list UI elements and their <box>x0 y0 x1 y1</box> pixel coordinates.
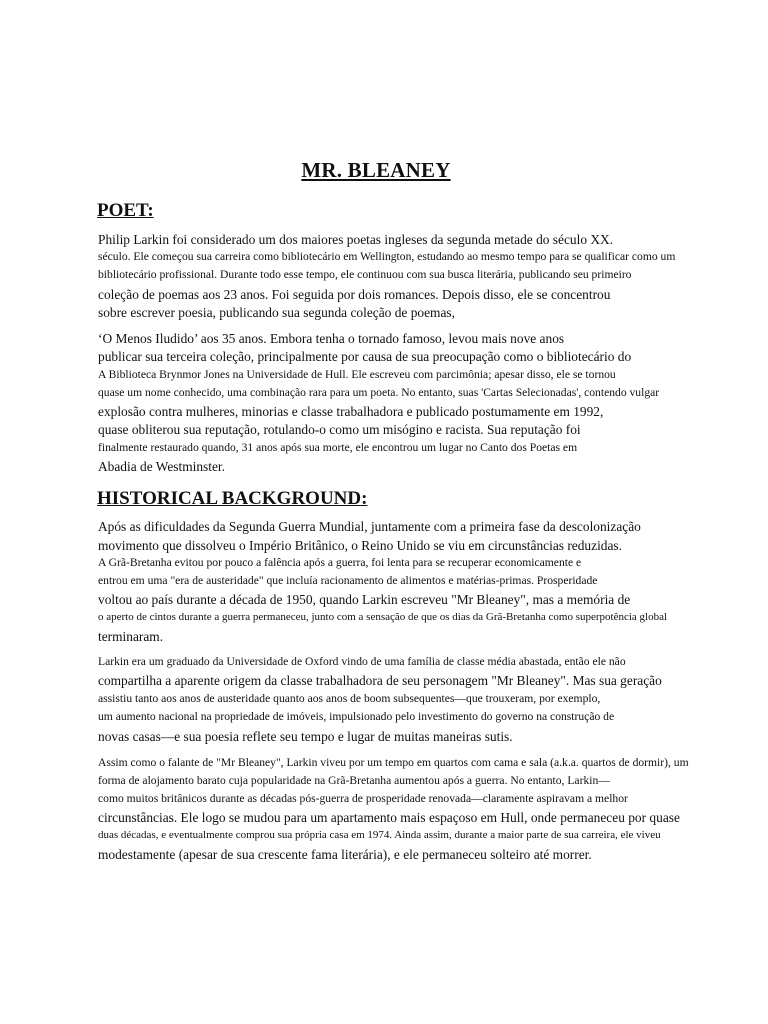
text-line: ‘O Menos Iludido’ aos 35 anos. Embora tenha o tornado famoso, levou mais nove anos <box>98 331 565 346</box>
text-line: quase obliterou sua reputação, rotulando-o como um misógino e racista. Sua reputação foi <box>98 422 581 437</box>
text-line: terminaram. <box>98 629 164 644</box>
text-line: um aumento nacional na propriedade de imóveis, impulsionado pelo investimento do governo na construção de <box>98 710 615 723</box>
text-line: voltou ao país durante a década de 1950, quando Larkin escreveu "Mr Bleaney", mas a memória de <box>98 592 631 607</box>
text-line: assistiu tanto aos anos de austeridade quanto aos anos de boom subsequentes—que trouxeram, por exemplo, <box>98 692 601 705</box>
text-line: publicar sua terceira coleção, principalmente por causa de sua preocupação como o bibliotecário do <box>98 349 632 364</box>
text-line: A Biblioteca Brynmor Jones na Universidade de Hull. Ele escreveu com parcimônia; apesar disso, ele se tornou <box>98 368 616 381</box>
text-line: compartilha a aparente origem da classe trabalhadora de seu personagem "Mr Bleaney". Mas sua geração <box>98 673 662 688</box>
text-line: movimento que dissolveu o Império Britânico, o Reino Unido se viu em circunstâncias reduzidas. <box>98 538 622 553</box>
text-line: finalmente restaurado quando, 31 anos após sua morte, ele encontrou um lugar no Canto dos Poetas em <box>98 441 578 454</box>
text-line: século. Ele começou sua carreira como bibliotecário em Wellington, estudando ao mesmo tempo para se qualificar como um <box>98 250 676 263</box>
text-line: Assim como o falante de "Mr Bleaney", Larkin viveu por um tempo em quartos com cama e sala (a.k.a. quartos de dormir), um <box>98 756 689 769</box>
text-line: Após as dificuldades da Segunda Guerra Mundial, juntamente com a primeira fase da descolonização <box>98 519 641 534</box>
text-line: como muitos britânicos durante as décadas pós-guerra de prosperidade renovada—claramente aspiravam a melhor <box>98 792 628 805</box>
text-line: forma de alojamento barato cuja popularidade na Grã-Bretanha aumentou após a guerra. No entanto, Larkin— <box>98 774 610 787</box>
text-line: bibliotecário profissional. Durante todo esse tempo, ele continuou com sua busca literária, publicando seu primeiro <box>98 268 632 281</box>
text-line: Abadia de Westminster. <box>98 459 225 474</box>
text-line: novas casas—e sua poesia reflete seu tempo e lugar de muitas maneiras sutis. <box>98 729 513 744</box>
text-line: A Grã-Bretanha evitou por pouco a falência após a guerra, foi lenta para se recuperar economicamente e <box>98 556 582 569</box>
text-line: coleção de poemas aos 23 anos. Foi seguida por dois romances. Depois disso, ele se concentrou <box>98 287 611 302</box>
text-line: o aperto de cintos durante a guerra permaneceu, junto com a sensação de que os dias da Grã-Bretanha como superpotência global <box>98 611 668 623</box>
text-line: explosão contra mulheres, minorias e classe trabalhadora e publicado postumamente em 1992, <box>98 404 604 419</box>
text-line: sobre escrever poesia, publicando sua segunda coleção de poemas, <box>98 305 455 320</box>
text-line: duas décadas, e eventualmente comprou sua própria casa em 1974. Ainda assim, durante a maior parte de sua carreira, ele viveu <box>98 829 661 841</box>
section-heading-historical-background: HISTORICAL BACKGROUND: <box>97 488 368 509</box>
text-line: circunstâncias. Ele logo se mudou para um apartamento mais espaçoso em Hull, onde permaneceu por quase <box>98 810 680 825</box>
document-title: MR. BLEANEY <box>301 158 451 182</box>
text-line: modestamente (apesar de sua crescente fama literária), e ele permaneceu solteiro até morrer. <box>98 847 592 862</box>
text-line: entrou em uma "era de austeridade" que incluía racionamento de alimentos e matérias-primas. Prosperidade <box>98 574 598 587</box>
section-heading-poet: POET: <box>97 200 154 221</box>
text-line: quase um nome conhecido, uma combinação rara para um poeta. No entanto, suas 'Cartas Selecionadas', contendo vulgar <box>98 386 660 399</box>
text-line: Philip Larkin foi considerado um dos maiores poetas ingleses da segunda metade do século XX. <box>98 232 614 247</box>
text-line: Larkin era um graduado da Universidade de Oxford vindo de uma família de classe média abastada, então ele não <box>98 655 626 668</box>
